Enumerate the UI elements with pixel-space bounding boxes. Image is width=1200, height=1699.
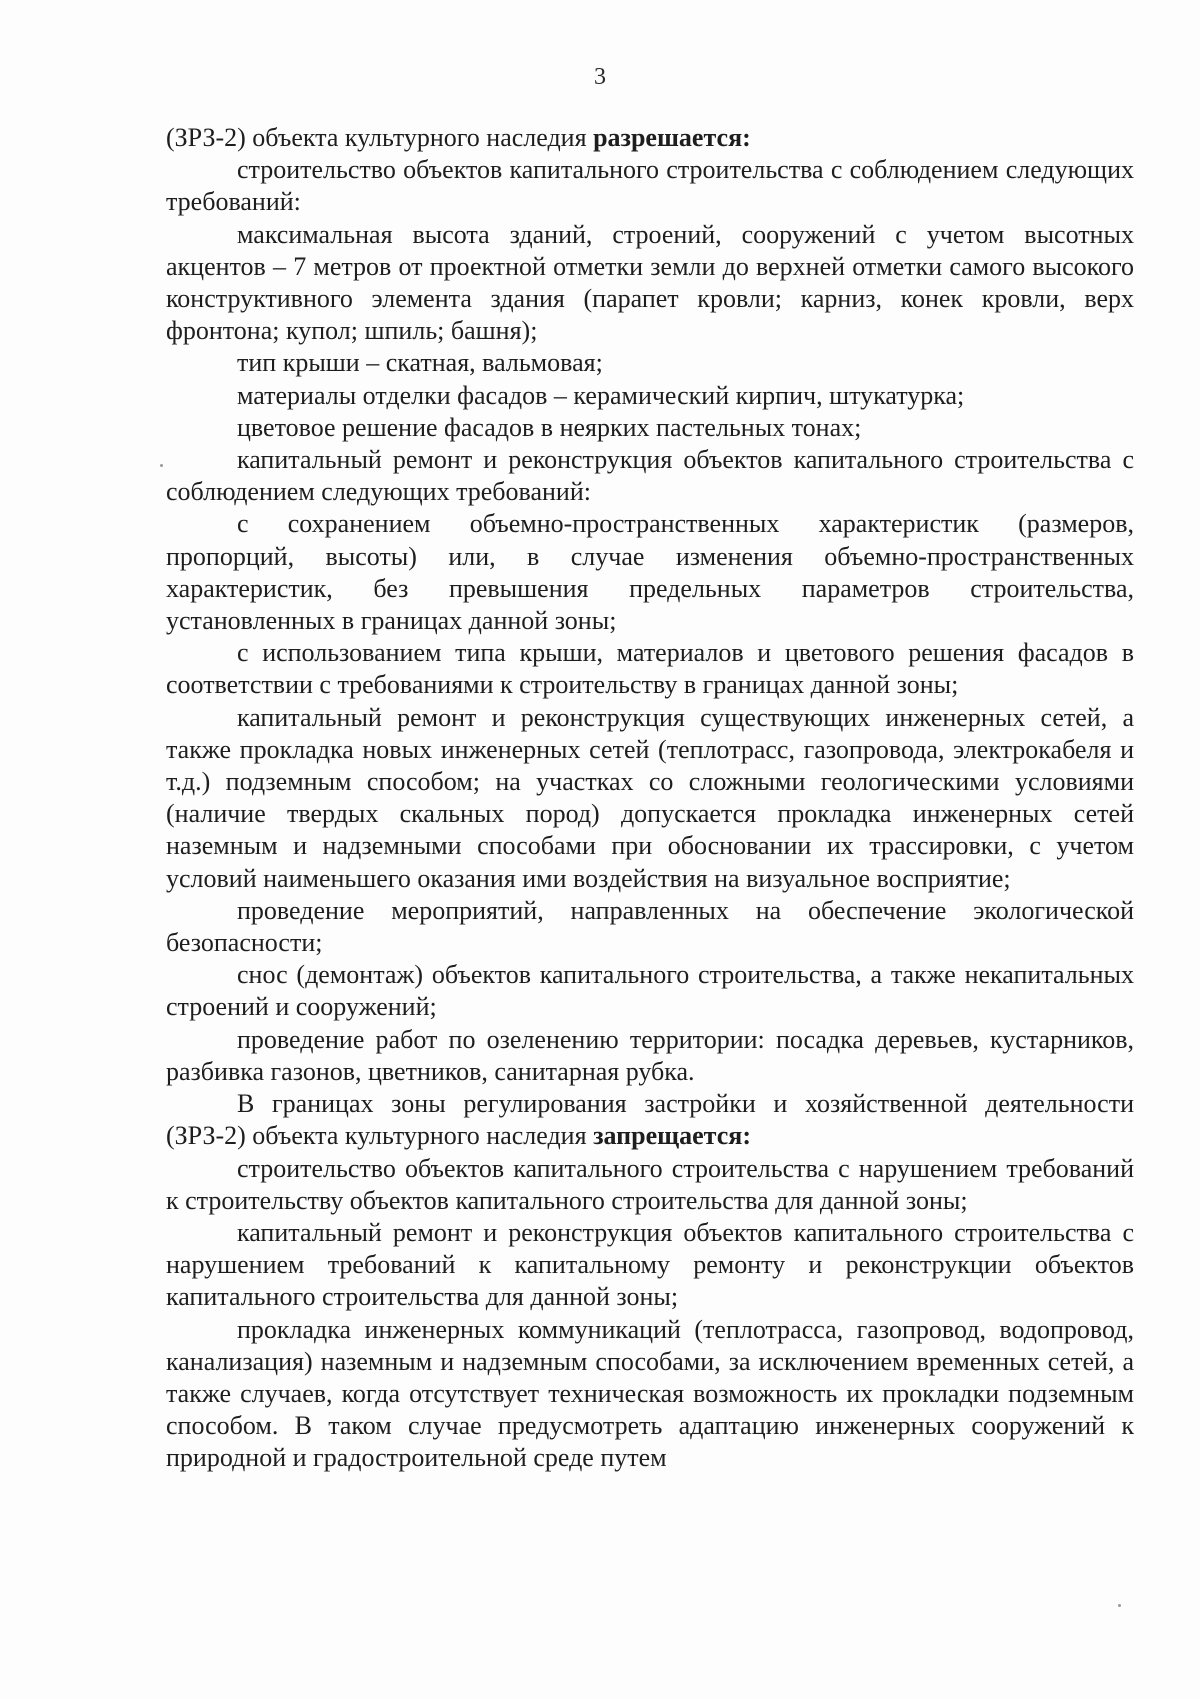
paragraph [166,122,1134,154]
paragraph [166,219,1134,348]
paragraph-text: проведение работ по озеленению территории: посадка деревьев, кустарников, разбивка газонов, цветников, санитарная рубка. [166,1024,1134,1086]
paragraph-text: (ЗРЗ-2) объекта культурного наследия [166,123,594,152]
paragraph-text: прокладка инженерных коммуникаций (теплотрасса, газопровод, водопровод, канализация) наземным и надземным способами, за исключением временных сетей, а также случаев, когда отсутствует техническая возможность их прокладки подземным способом. В таком случае предусмотреть адаптацию инженерных сооружений к природной и градостроительной среде путем [166,1314,1134,1473]
scan-speck [160,464,163,467]
paragraph [166,637,1134,701]
scan-speck [1118,1604,1121,1607]
paragraph-text: максимальная высота зданий, строений, сооружений с учетом высотных акцентов – 7 метров от проектной отметки земли до верхней отметки самого высокого конструктивного элемента здания (парапет кровли; карниз, конек кровли, верх фронтона; купол; шпиль; башня); [166,219,1134,346]
document-body [166,122,1134,1475]
paragraph-text: с использованием типа крыши, материалов и цветового решения фасадов в соответствии с требованиями к строительству в границах данной зоны; [166,638,1134,700]
paragraph-text: капитальный ремонт и реконструкция объектов капитального строительства с нарушением требований к капитальному ремонту и реконструкции объектов капитального строительства для данной зоны; [166,1217,1134,1312]
paragraph-text: снос (демонтаж) объектов капитального строительства, а также некапитальных строений и сооружений; [166,960,1134,1022]
paragraph-emphasis: запрещается: [593,1121,751,1151]
paragraph-text: строительство объектов капитального строительства с соблюдением следующих требований: [166,155,1134,217]
paragraph-emphasis: разрешается: [593,123,751,152]
paragraph [166,154,1134,218]
paragraph [166,1088,1134,1152]
paragraph [166,444,1134,508]
paragraph [166,895,1134,959]
paragraph [166,959,1134,1023]
paragraph-text: капитальный ремонт и реконструкция существующих инженерных сетей, а также прокладка новых инженерных сетей (теплотрасс, газопровода, электрокабеля и т.д.) подземным способом; на участках со сложными геологическими условиями (наличие твердых скальных пород) допускается прокладка инженерных сетей наземным и надземными способами при обосновании их трассировки, с учетом условий наименьшего оказания ими воздействия на визуальное восприятие; [166,702,1134,893]
paragraph-text: строительство объектов капитального строительства с нарушением требований к строительству объектов капитального строительства для данной зоны; [166,1153,1134,1215]
paragraph-text: тип крыши – скатная, вальмовая; [237,348,603,378]
paragraph-text: материалы отделки фасадов – керамический кирпич, штукатурка; [237,380,965,410]
paragraph [166,702,1134,895]
paragraph [166,1314,1134,1475]
paragraph-text: капитальный ремонт и реконструкция объектов капитального строительства с соблюдением следующих требований: [166,445,1134,507]
paragraph-text: с сохранением объемно-пространственных характеристик (размеров, пропорций, высоты) или, в случае изменения объемно-пространственных характеристик, без превышения предельных параметров строительства, установленных в границах данной зоны; [166,509,1134,636]
paragraph-text: проведение мероприятий, направленных на обеспечение экологической безопасности; [166,895,1134,958]
paragraph-text: В границах зоны регулирования застройки и хозяйственной деятельности (ЗРЗ-2) объекта культурного наследия [166,1089,1134,1151]
paragraph [166,380,1134,412]
paragraph [166,1024,1134,1088]
paragraph [166,1153,1134,1217]
paragraph [166,1217,1134,1314]
page-number: 3 [594,64,606,90]
paragraph [166,508,1134,637]
paragraph [166,412,1134,444]
paragraph-text: цветовое решение фасадов в неярких пастельных тонах; [237,412,862,442]
paragraph [166,347,1134,379]
